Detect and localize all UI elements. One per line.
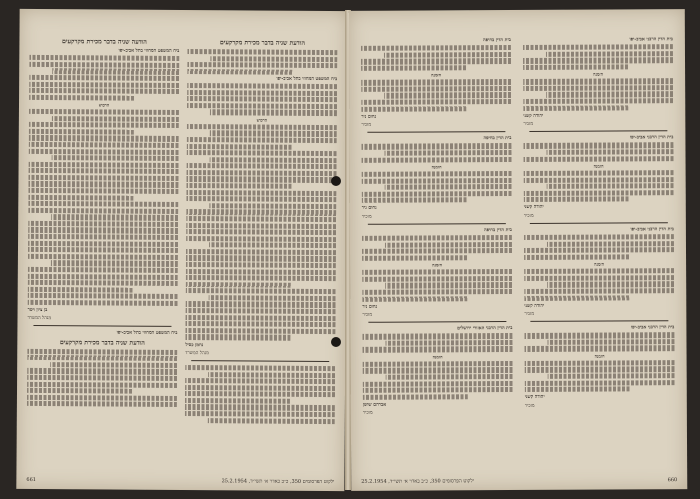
binding-hole-left-top — [331, 176, 341, 186]
signatory-role: מזכיר — [524, 311, 535, 317]
right-page-left-column — [361, 36, 513, 469]
court-name: ביח המשפט המחוזי בתל אביב-יפו — [276, 76, 338, 83]
signatory-name: יהודה קשני — [523, 205, 544, 211]
left-page-left-column — [26, 35, 179, 468]
court-name: ביח המשפט המחוזי בתל אביב-יפו — [116, 330, 178, 337]
summons-heading: הזמנה — [593, 163, 604, 169]
signatory-name: יהודה קשני — [524, 395, 545, 401]
notice-title: הודעת שניה בדבר מכירת מקרקעים — [219, 39, 305, 47]
signatory-role: מזכיר — [523, 213, 534, 219]
signatory-name: יהודה קשני — [523, 113, 544, 119]
signatory-role: מזכיר — [361, 122, 372, 128]
signatory-name: יהודה קשני — [524, 303, 545, 309]
summons-heading: הזמנה — [593, 71, 604, 77]
court-name: בית הדין הרבני אביב-יפו — [629, 135, 674, 141]
right-page-right-column — [523, 35, 675, 468]
court-name: בית הדין הרבני האזורי ירושלים — [457, 326, 513, 332]
court-name: בית הדין הרבני אביב-יפו — [630, 325, 675, 331]
right-page — [349, 9, 688, 491]
signatory-role: מזכיר — [361, 214, 372, 220]
court-name: בית הדין בחיפה — [483, 136, 512, 142]
page-number: 660 — [667, 477, 678, 484]
binding-hole-left-bottom — [331, 337, 341, 347]
notice-title: הודעה שניה בדבר מכירת מקרקעים — [62, 38, 147, 46]
left-page-right-column — [184, 36, 337, 469]
summons-heading: הזמנה — [594, 261, 605, 267]
signatory-role: מנהל המשרד — [185, 350, 209, 356]
section-heading: הרכוש — [256, 117, 268, 123]
page-footer — [361, 477, 677, 485]
gazette-reference: ילקוט הפרסומים 350, כ״ב באדר א׳ תשי״ד, 25.2.1954 — [361, 478, 475, 485]
page-number: 661 — [26, 476, 36, 483]
signatory-name: נחום ניר — [361, 206, 377, 212]
notice-title: הודעת שניה בדבר מכירת מקרקעים — [59, 338, 145, 347]
section-heading: הרכוש — [98, 102, 110, 108]
signatory-name: בן ציון ויסר — [27, 307, 48, 314]
signatory-name: אברהם שושן — [362, 402, 387, 408]
summons-heading: הזמנה — [432, 354, 443, 360]
page-footer — [26, 477, 334, 485]
summons-heading: הזמנה — [432, 262, 443, 268]
signatory-role: מזכיר — [362, 312, 373, 318]
signatory-role: מנהל המשרד — [27, 316, 52, 322]
signatory-role: מזכיר — [362, 410, 373, 416]
court-name: בית הדין הרבני אביב-יפו — [629, 37, 673, 43]
summons-heading: הזמנה — [431, 72, 442, 78]
summons-heading: הזמנה — [431, 164, 442, 170]
signatory-role: מזכיר — [524, 403, 535, 409]
court-name: בית הדין בחיפה — [482, 38, 511, 44]
signatory-name: נחום ניר — [362, 304, 378, 310]
signatory-name: נחמן כסיל — [185, 342, 204, 348]
court-name: ביח המשפט המחוזי בתל אביב-יפו — [118, 48, 180, 54]
court-name: בית הדין הרבני אביב-יפו — [630, 227, 674, 233]
signatory-role: מזכיר — [523, 121, 534, 128]
summons-heading: הזמנה — [594, 353, 605, 359]
court-name: בית הדין בחיפה — [483, 227, 512, 234]
left-page — [16, 9, 347, 491]
signatory-name: נחום ניר — [361, 114, 377, 120]
gazette-reference: ילקוט הפרסומים 350, כ״ב באדר א׳ תשי״ד, 25.2.1954 — [221, 478, 335, 486]
